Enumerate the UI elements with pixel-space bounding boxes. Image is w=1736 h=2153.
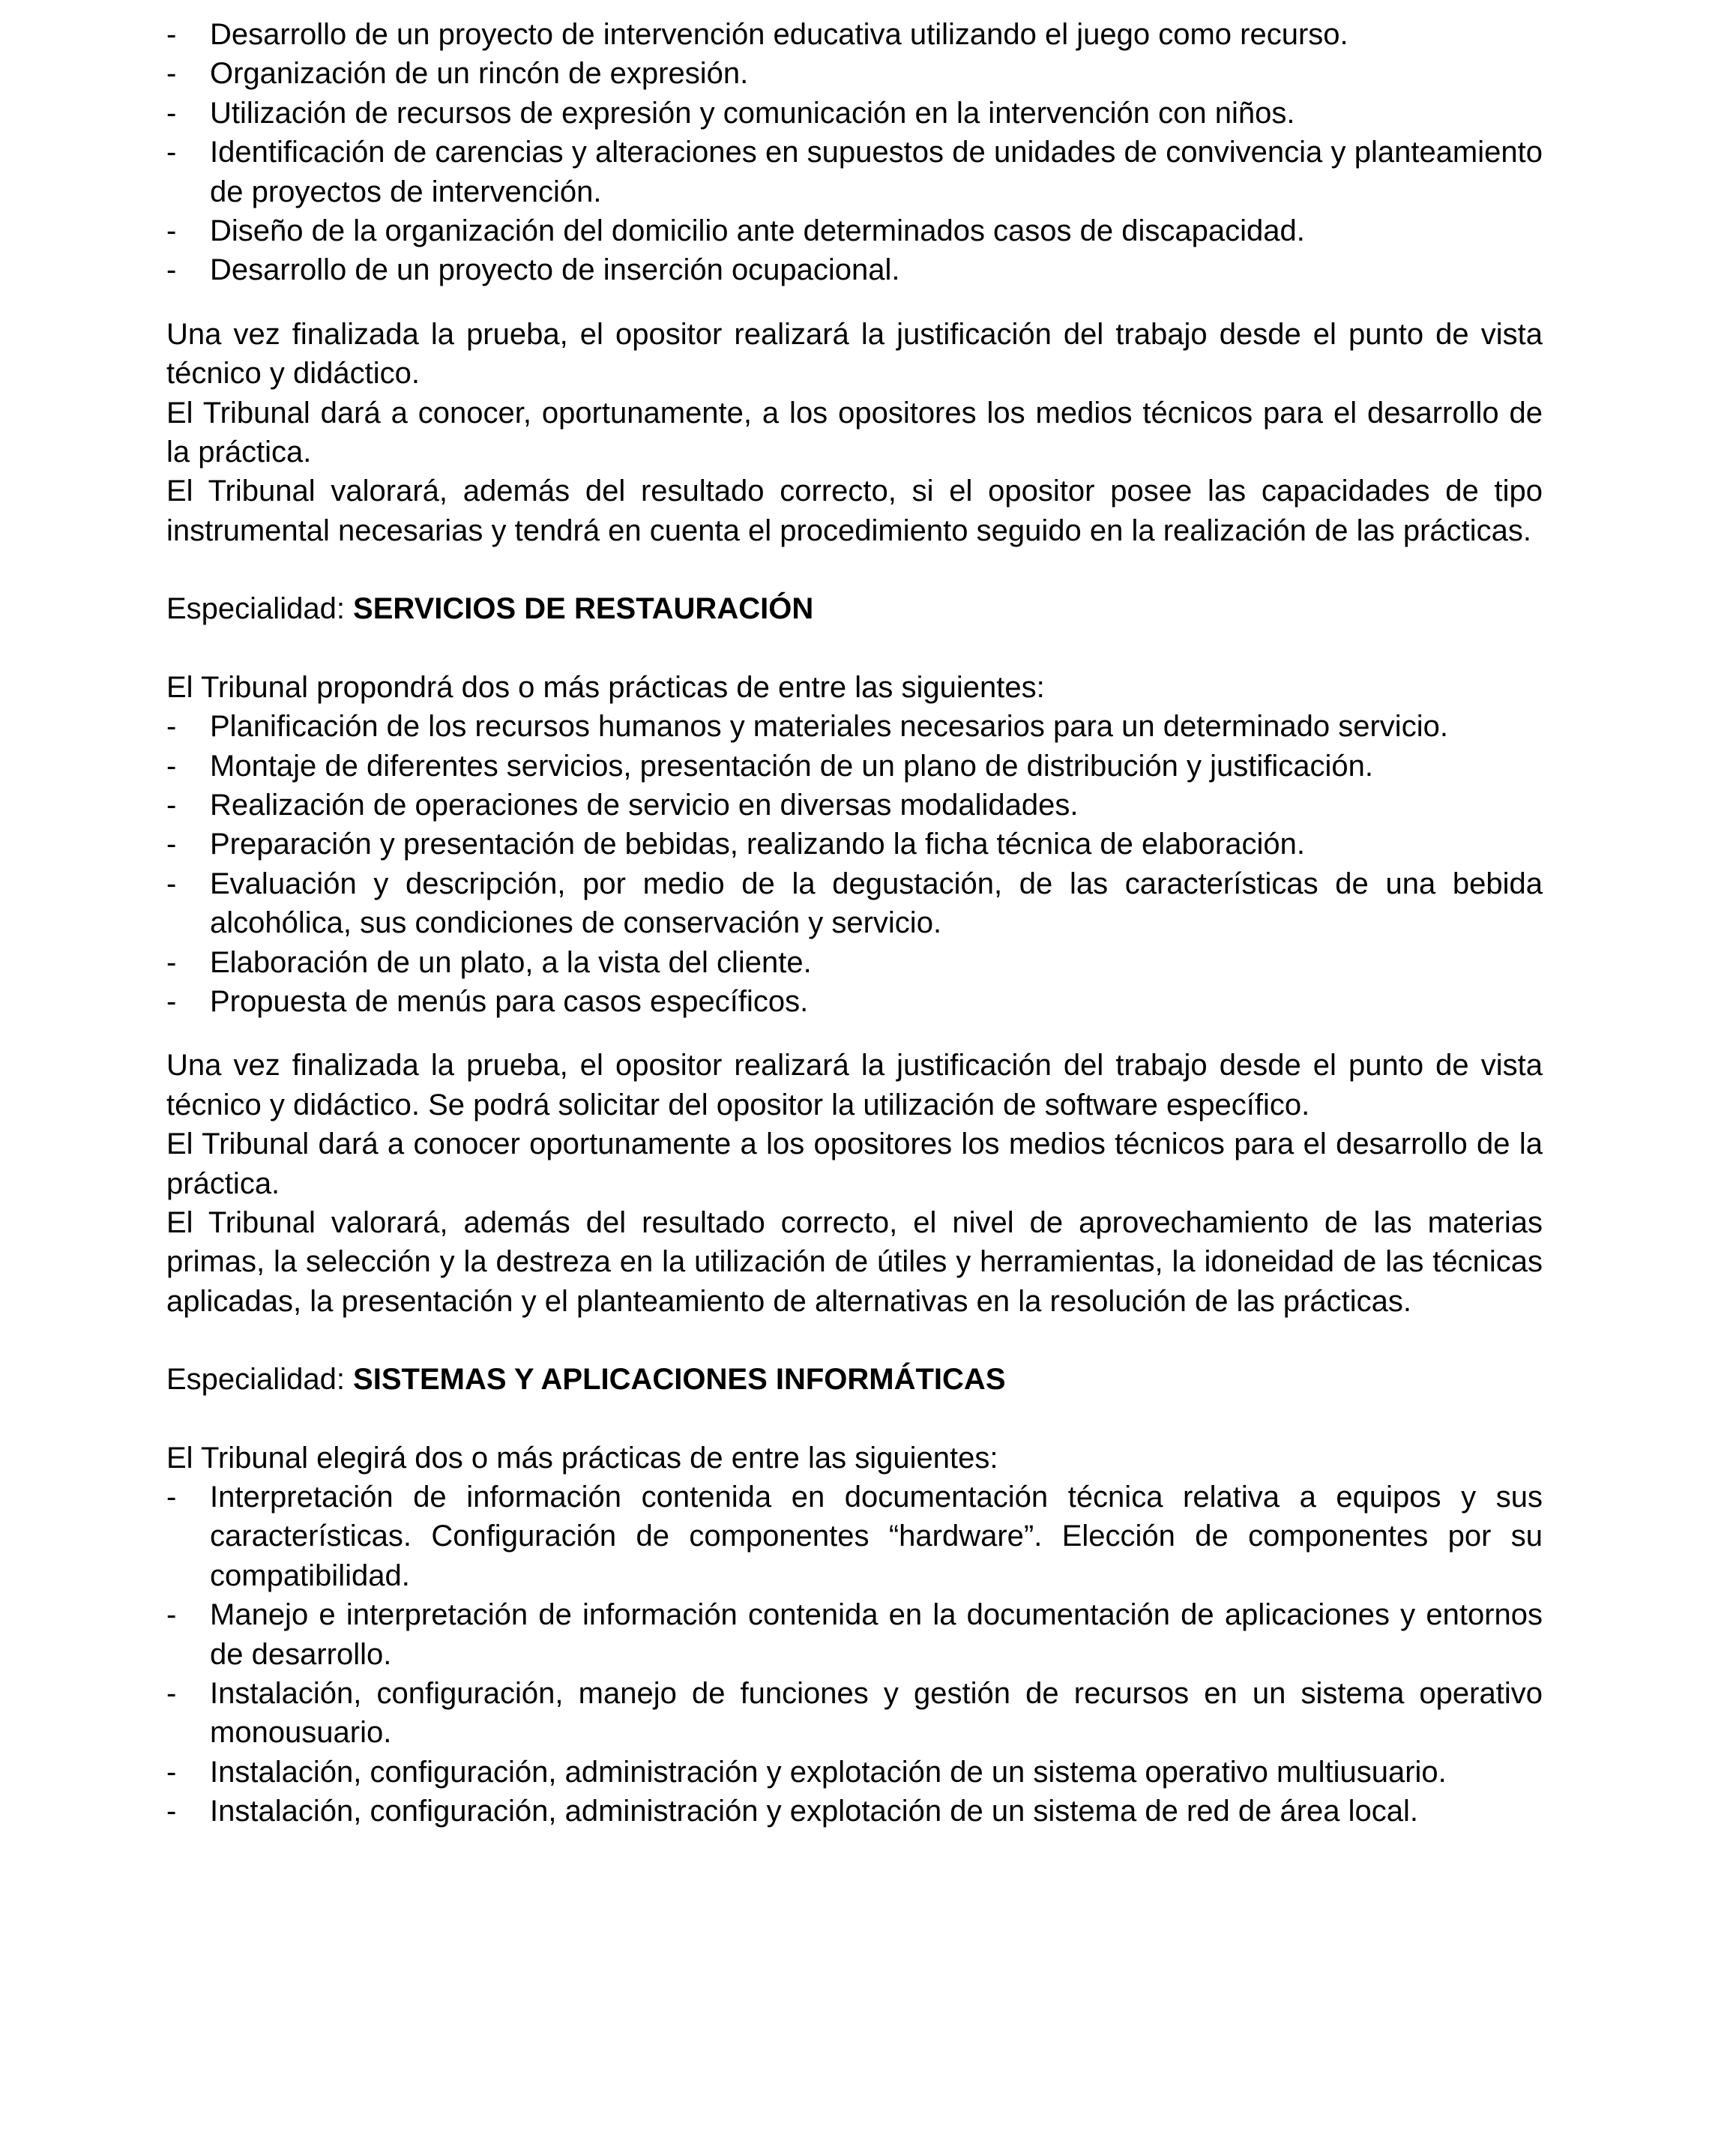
bullet-list — [166, 1478, 1543, 1831]
bullet-dash: - — [166, 1795, 177, 1828]
paragraph-group — [166, 668, 1543, 707]
paragraph-group — [166, 315, 1543, 550]
list-item — [166, 15, 1543, 54]
bullet-list — [166, 707, 1543, 1021]
list-item-text: Preparación y presentación de bebidas, realizando la ficha técnica de elaboración. — [210, 828, 1305, 861]
paragraph: El Tribunal dará a conocer oportunamente a los opositores los medios técnicos para el desarrollo de la práctica. — [166, 1127, 1543, 1200]
paragraph: El Tribunal valorará, además del resultado correcto, el nivel de aprovechamiento de las materias primas, la selección y la destreza en la utilización de útiles y herramientas, la idoneidad de las técnicas aplicadas, la presentación y el planteamiento de alternativas en la resolución de las prácticas. — [166, 1205, 1543, 1318]
list-item-text: Propuesta de menús para casos específicos. — [210, 984, 809, 1018]
bullet-dash: - — [166, 18, 177, 51]
list-item — [166, 786, 1543, 825]
bullet-dash: - — [166, 788, 177, 822]
bullet-dash: - — [166, 867, 177, 900]
bullet-dash: - — [166, 710, 177, 744]
list-item — [166, 133, 1543, 211]
list-item — [166, 54, 1543, 93]
bullet-dash: - — [166, 828, 177, 861]
list-item-text: Evaluación y descripción, por medio de la degustación, de las características de una bebida alcohólica, sus condiciones de conservación y servicio. — [210, 867, 1543, 940]
list-item — [166, 250, 1543, 289]
specialty-label: Especialidad: — [166, 1363, 354, 1397]
bullet-dash: - — [166, 1677, 177, 1711]
bullet-dash: - — [166, 214, 177, 248]
bullet-dash: - — [166, 945, 177, 979]
specialty-label: Especialidad: — [166, 592, 354, 626]
bullet-dash: - — [166, 96, 177, 130]
list-item-text: Manejo e interpretación de información contenida en la documentación de aplicaciones y entornos de desarrollo. — [210, 1598, 1543, 1671]
bullet-list — [166, 15, 1543, 290]
list-item — [166, 943, 1543, 982]
list-item-text: Identificación de carencias y alteraciones en supuestos de unidades de convivencia y planteamiento de proyectos de intervención. — [210, 136, 1543, 208]
paragraph-group — [166, 1046, 1543, 1321]
list-item-text: Desarrollo de un proyecto de inserción ocupacional. — [210, 253, 900, 287]
list-item-text: Instalación, configuración, manejo de funciones y gestión de recursos en un sistema operativo monousuario. — [210, 1677, 1543, 1750]
list-item-text: Instalación, configuración, administración y explotación de un sistema de red de área local. — [210, 1795, 1419, 1828]
paragraph: El Tribunal elegirá dos o más prácticas de entre las siguientes: — [166, 1441, 998, 1475]
list-item — [166, 1792, 1543, 1831]
list-item — [166, 707, 1543, 746]
list-item-text: Elaboración de un plato, a la vista del cliente. — [210, 945, 812, 979]
list-item — [166, 1478, 1543, 1595]
bullet-dash: - — [166, 1481, 177, 1514]
paragraph: El Tribunal propondrá dos o más prácticas de entre las siguientes: — [166, 670, 1045, 704]
list-item — [166, 864, 1543, 943]
list-item — [166, 1674, 1543, 1753]
bullet-dash: - — [166, 57, 177, 91]
specialty-name: SISTEMAS Y APLICACIONES INFORMÁTICAS — [353, 1363, 1006, 1397]
paragraph: Una vez finalizada la prueba, el opositor realizará la justificación del trabajo desde el punto de vista técnico y didáctico. Se podrá solicitar del opositor la utilización de software específico. — [166, 1049, 1543, 1121]
bullet-dash: - — [166, 749, 177, 783]
specialty-heading — [166, 1360, 1543, 1399]
paragraph: Una vez finalizada la prueba, el opositor realizará la justificación del trabajo desde el punto de vista técnico y didáctico. — [166, 317, 1543, 391]
list-item-text: Montaje de diferentes servicios, presentación de un plano de distribución y justificación. — [210, 749, 1373, 783]
bullet-dash: - — [166, 1755, 177, 1789]
bullet-dash: - — [166, 136, 177, 169]
list-item-text: Desarrollo de un proyecto de intervención educativa utilizando el juego como recurso. — [210, 18, 1348, 51]
bullet-dash: - — [166, 1598, 177, 1632]
specialty-heading — [166, 589, 1543, 628]
bullet-dash: - — [166, 253, 177, 287]
list-item — [166, 825, 1543, 864]
list-item — [166, 1753, 1543, 1792]
list-item-text: Interpretación de información contenida en documentación técnica relativa a equipos y sus características. Configuración de componentes “hardware”. Elección de componentes por su compatibilidad. — [210, 1481, 1543, 1592]
paragraph: El Tribunal valorará, además del resultado correcto, si el opositor posee las capacidades de tipo instrumental necesarias y tendrá en cuenta el procedimiento seguido en la realización de las prácticas. — [166, 475, 1543, 547]
specialty-name: SERVICIOS DE RESTAURACIÓN — [353, 592, 814, 626]
list-item — [166, 982, 1543, 1021]
paragraph: El Tribunal dará a conocer, oportunamente, a los opositores los medios técnicos para el desarrollo de la práctica. — [166, 396, 1543, 469]
document-page — [166, 15, 1543, 1831]
list-item-text: Diseño de la organización del domicilio ante determinados casos de discapacidad. — [210, 214, 1305, 248]
list-item — [166, 94, 1543, 133]
list-item — [166, 747, 1543, 786]
list-item-text: Realización de operaciones de servicio en diversas modalidades. — [210, 788, 1079, 822]
list-item — [166, 211, 1543, 250]
list-item-text: Planificación de los recursos humanos y materiales necesarios para un determinado servicio. — [210, 710, 1448, 744]
list-item-text: Organización de un rincón de expresión. — [210, 57, 749, 91]
bullet-dash: - — [166, 984, 177, 1018]
paragraph-group — [166, 1439, 1543, 1478]
list-item-text: Instalación, configuración, administración y explotación de un sistema operativo multiusuario. — [210, 1755, 1447, 1789]
list-item — [166, 1595, 1543, 1674]
list-item-text: Utilización de recursos de expresión y comunicación en la intervención con niños. — [210, 96, 1295, 130]
